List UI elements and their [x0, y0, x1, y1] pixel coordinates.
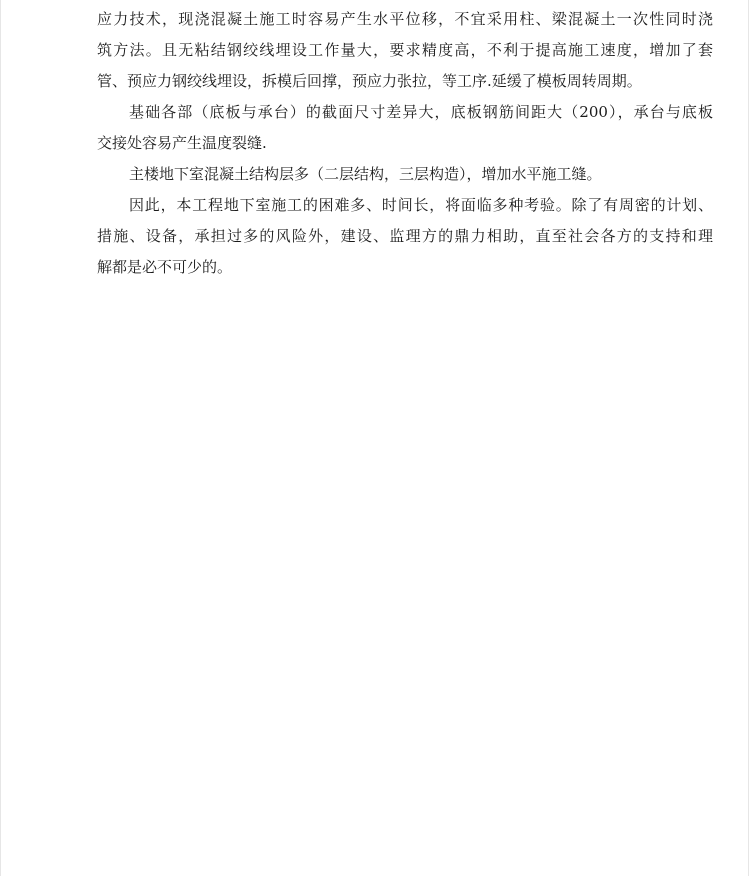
paragraph-line: 管、预应力钢绞线埋设，拆模后回撑，预应力张拉，等工序.延缓了模板周转周期。 [97, 72, 642, 90]
paragraph-line: 主楼地下室混凝土结构层多（二层结构，三层构造），增加水平施工缝。 [129, 165, 602, 183]
paragraph-line: 基础各部（底板与承台）的截面尺寸差异大，底板钢筋间距大（200），承台与底板 [129, 103, 713, 121]
paragraph-line: 应力技术，现浇混凝土施工时容易产生水平位移，不宜采用柱、梁混凝土一次性同时浇 [97, 10, 713, 28]
paragraph-line: 解都是必不可少的。 [97, 258, 233, 276]
paragraph-line: 交接处容易产生温度裂缝. [97, 134, 267, 152]
body-text [97, 4, 713, 283]
paragraph-line: 因此，本工程地下室施工的困难多、时间长，将面临多种考验。除了有周密的计划、 [129, 196, 713, 214]
paragraph-line: 措施、设备，承担过多的风险外，建设、监理方的鼎力相助，直至社会各方的支持和理 [97, 227, 713, 245]
paragraph-line: 筑方法。且无粘结钢绞线埋设工作量大，要求精度高，不利于提高施工速度，增加了套 [97, 41, 713, 59]
